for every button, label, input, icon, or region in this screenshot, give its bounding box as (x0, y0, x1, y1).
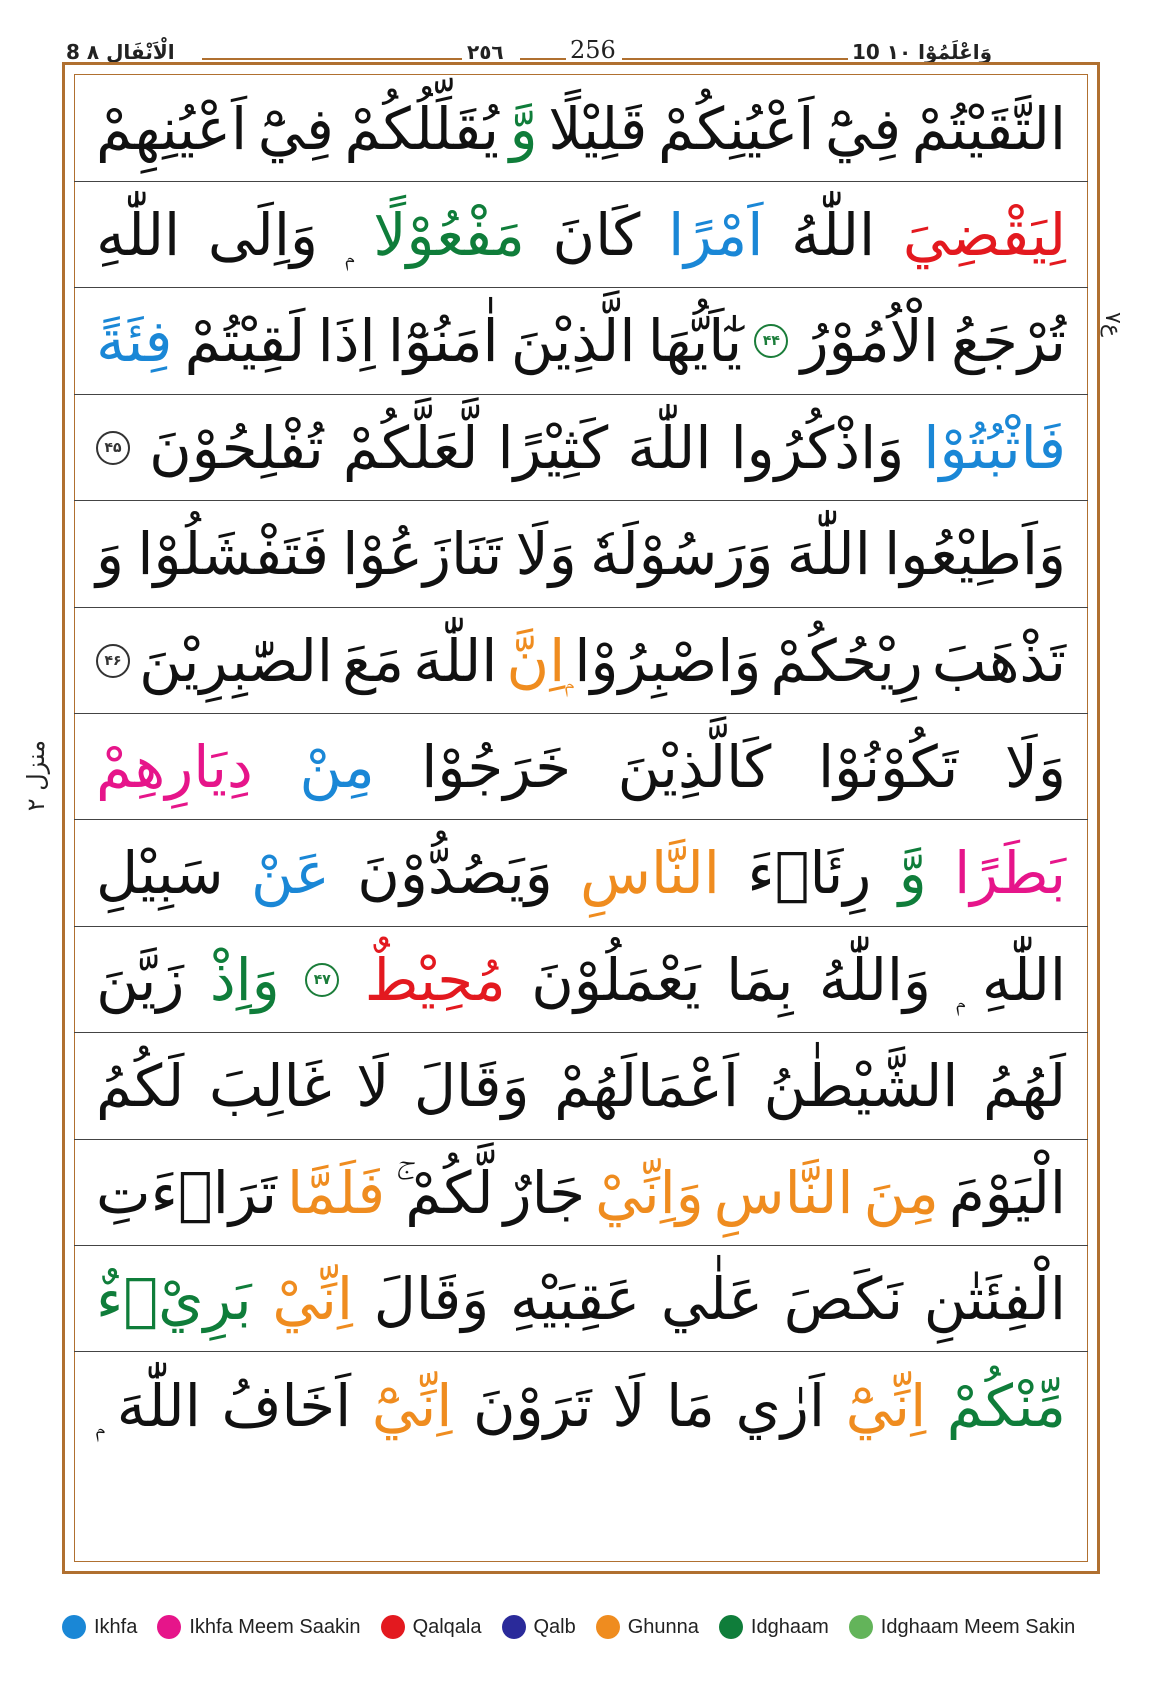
quran-word: عَلٰي (660, 1264, 763, 1333)
legend-label: Idghaam Meem Sakin (880, 1615, 1076, 1638)
quran-line (74, 1353, 1088, 1459)
quran-word: وَاِلَى (207, 200, 318, 269)
quran-word: اللّٰهِ (981, 945, 1066, 1014)
quran-word: وَاِذْ (209, 945, 280, 1014)
quran-word: اللّٰهَ (413, 626, 498, 695)
quran-word: اللّٰهَ (786, 520, 871, 589)
legend-color-dot (849, 1615, 873, 1639)
quran-word: اللّٰهُ (791, 200, 876, 269)
quran-word: الشَّيْطٰنُ (763, 1052, 959, 1121)
legend-label: Qalqala (412, 1615, 482, 1638)
legend-label: Qalb (533, 1615, 576, 1638)
quran-word: مَعَ (342, 626, 405, 695)
quran-line (74, 1034, 1088, 1140)
quran-word: رِئَاۗءَ (747, 839, 872, 908)
legend-item (62, 1615, 137, 1639)
quran-word: لَا (612, 1371, 646, 1440)
quran-word: تَرَوْنَ (473, 1371, 592, 1440)
quran-word: وَاِنِّيْ (595, 1158, 704, 1227)
quran-word: كَالَّذِيْنَ (617, 732, 772, 801)
quran-word: وَاذْكُرُوا (730, 413, 905, 482)
ayah-number-marker: ۴۵ (96, 431, 130, 465)
quran-word: فَاثْبُتُوْا (923, 413, 1066, 482)
legend-color-dot (62, 1615, 86, 1639)
para-name: 10 وَاعْلَمُوْا ١٠ (852, 40, 993, 64)
quran-word: اَرٰي (735, 1371, 825, 1440)
quran-word: فَتَفْشَلُوْا (137, 520, 329, 589)
quran-word: يُقَلِّلُكُمْ (344, 94, 499, 163)
header-rule-right (622, 58, 848, 60)
quran-word: مِنْ (299, 732, 375, 801)
page-number: 256 (570, 36, 616, 64)
legend-item (381, 1615, 482, 1639)
quran-word: عَنْ (251, 839, 330, 908)
quran-word: اِذَا (317, 307, 376, 376)
quran-word: اللّٰهَ (116, 1371, 201, 1440)
quran-word: لَقِيْتُمْ (184, 307, 306, 376)
quran-word: بَرِيْۗءٌ (96, 1264, 252, 1333)
quran-word: وَاللّٰهُ (818, 945, 931, 1014)
quran-word: اٰمَنُوْٓا (387, 307, 499, 376)
quran-word: وَ (96, 520, 125, 589)
quran-word: خَرَجُوْا (421, 732, 572, 801)
legend-color-dot (719, 1615, 743, 1639)
quran-word: اللّٰهِ (96, 200, 181, 269)
quran-word: وَاَطِيْعُوا (884, 520, 1066, 589)
quran-word: تَكُوْنُوْا (817, 732, 959, 801)
quran-word: كَانَ (552, 200, 641, 269)
quran-word: كَثِيْرًا (497, 413, 609, 482)
quran-word: تُرْجَعُ (951, 307, 1066, 376)
quran-word: اَمْرًا (668, 200, 764, 269)
manzil-marker: منزل ٢ (22, 740, 50, 812)
quran-word: اَعْيُنِهِمْ (96, 94, 248, 163)
quran-word: رِيْحُكُمْ (770, 626, 923, 695)
quran-word: الصّٰبِرِيْنَ (139, 626, 334, 695)
quran-word: غَالِبَ (208, 1052, 332, 1121)
quran-word: لَّعَلَّكُمْ (342, 413, 479, 482)
quran-word: اَعْمَالَهُمْ (554, 1052, 739, 1121)
quran-word: التَّقَيْتُمْ (911, 94, 1066, 163)
quran-word: فَلَمَّا (287, 1158, 386, 1227)
quran-word: لَا (356, 1052, 390, 1121)
quran-line (74, 714, 1088, 820)
ayah-number-marker: ۴۷ (305, 963, 339, 997)
legend-item (719, 1615, 829, 1639)
tajweed-legend (62, 1612, 1102, 1642)
legend-label: Ghunna (627, 1615, 699, 1638)
legend-item (157, 1615, 360, 1639)
ruku-marker: ع٧ (1100, 312, 1125, 337)
quran-word: مُحِيْطٌ (364, 945, 506, 1014)
quran-word: قَلِيْلًا (548, 94, 648, 163)
quran-word: فِئَةً (96, 307, 173, 376)
quran-word: وَلَا (515, 520, 577, 589)
quran-word: النَّاسِ (580, 839, 720, 908)
quran-word: مِّنْكُمْ (946, 1371, 1066, 1440)
quran-line (74, 182, 1088, 288)
quran-word: يَعْمَلُوْنَ (531, 945, 701, 1014)
quran-word: لَهُمُ (982, 1052, 1066, 1121)
quran-word: الْفِئَتٰنِ (923, 1264, 1066, 1333)
legend-label: Ikhfa (94, 1615, 138, 1638)
ayah-number-marker: ۴۶ (96, 644, 130, 678)
quran-word: بِمَا (726, 945, 794, 1014)
quran-word: وَرَسُوْلَهٗ (590, 520, 774, 589)
legend-item (849, 1615, 1076, 1639)
quran-line (74, 821, 1088, 927)
quran-line (74, 1246, 1088, 1352)
quran-word: ۭاِنَّ (506, 626, 566, 695)
quran-word: تَرَاۗءَتِ (96, 1158, 277, 1227)
quran-line (74, 502, 1088, 608)
quran-word: النَّاسِ (713, 1158, 854, 1227)
quran-line (74, 76, 1088, 182)
quran-word: اِنِّيْ (272, 1264, 353, 1333)
quran-word: وَّ (509, 94, 538, 163)
quran-word: مَفْعُوْلًا (373, 200, 525, 269)
quran-word: عَقِبَيْهِ (510, 1264, 641, 1333)
quran-word: تَنَازَعُوْا (342, 520, 503, 589)
header-rule-mid (520, 58, 566, 60)
quran-word: اللّٰهَ (627, 413, 712, 482)
legend-color-dot (502, 1615, 526, 1639)
quran-word: وَّ (898, 839, 927, 908)
quran-word: لَّكُمْ (405, 1158, 494, 1227)
quran-line (74, 289, 1088, 395)
quran-word: وَقَالَ (413, 1052, 530, 1121)
quran-word: بَطَرًا (954, 839, 1066, 908)
page-number-urdu: ٢٥٦ (467, 40, 504, 64)
legend-color-dot (381, 1615, 405, 1639)
legend-item (502, 1615, 576, 1639)
quran-word: اِنِّيْٓ (371, 1371, 453, 1440)
quran-word: وَيَصُدُّوْنَ (357, 839, 553, 908)
quran-word: زَيَّنَ (96, 945, 185, 1014)
quran-word: اِنِّيْٓ (845, 1371, 927, 1440)
quran-word: جَارٌ (503, 1158, 586, 1227)
quran-word: الْاُمُوْرُ (800, 307, 939, 376)
quran-word: الَّذِيْنَ (510, 307, 636, 376)
quran-word: يٰٓاَيُّهَا (647, 307, 743, 376)
quran-word: وَاصْبِرُوْا (574, 626, 762, 695)
ayah-number-marker: ۴۴ (754, 324, 788, 358)
legend-color-dot (157, 1615, 181, 1639)
quran-line (74, 608, 1088, 714)
quran-word: دِيَارِهِمْ (96, 732, 253, 801)
surah-name: 8 الْاَنْفَال ٨ (66, 40, 175, 64)
quran-word: وَقَالَ (373, 1264, 490, 1333)
quran-word: نَكَصَ (783, 1264, 903, 1333)
quran-word: مِنَ (863, 1158, 939, 1227)
legend-label: Ikhfa Meem Saakin (189, 1615, 361, 1638)
quran-word: اَخَافُ (221, 1371, 352, 1440)
quran-word: تَذْهَبَ (931, 626, 1066, 695)
quran-word: وَلَا (1004, 732, 1066, 801)
legend-label: Idghaam (750, 1615, 829, 1638)
quran-word: سَبِيْلِ (96, 839, 224, 908)
quran-word: فِيْٓ (825, 94, 902, 163)
quran-word: لِيَقْضِيَ (902, 200, 1066, 269)
quran-word: مَا (666, 1371, 715, 1440)
legend-item (596, 1615, 699, 1639)
quran-word: تُفْلِحُوْنَ (149, 413, 324, 482)
quran-word: فِيْٓ (257, 94, 334, 163)
quran-line (74, 395, 1088, 501)
legend-color-dot (596, 1615, 620, 1639)
quran-line (74, 927, 1088, 1033)
header-rule-left (202, 58, 462, 60)
quran-word: لَكُمُ (96, 1052, 185, 1121)
quran-word: الْيَوْمَ (948, 1158, 1066, 1227)
quran-line (74, 1140, 1088, 1246)
quran-word: اَعْيُنِكُمْ (658, 94, 815, 163)
